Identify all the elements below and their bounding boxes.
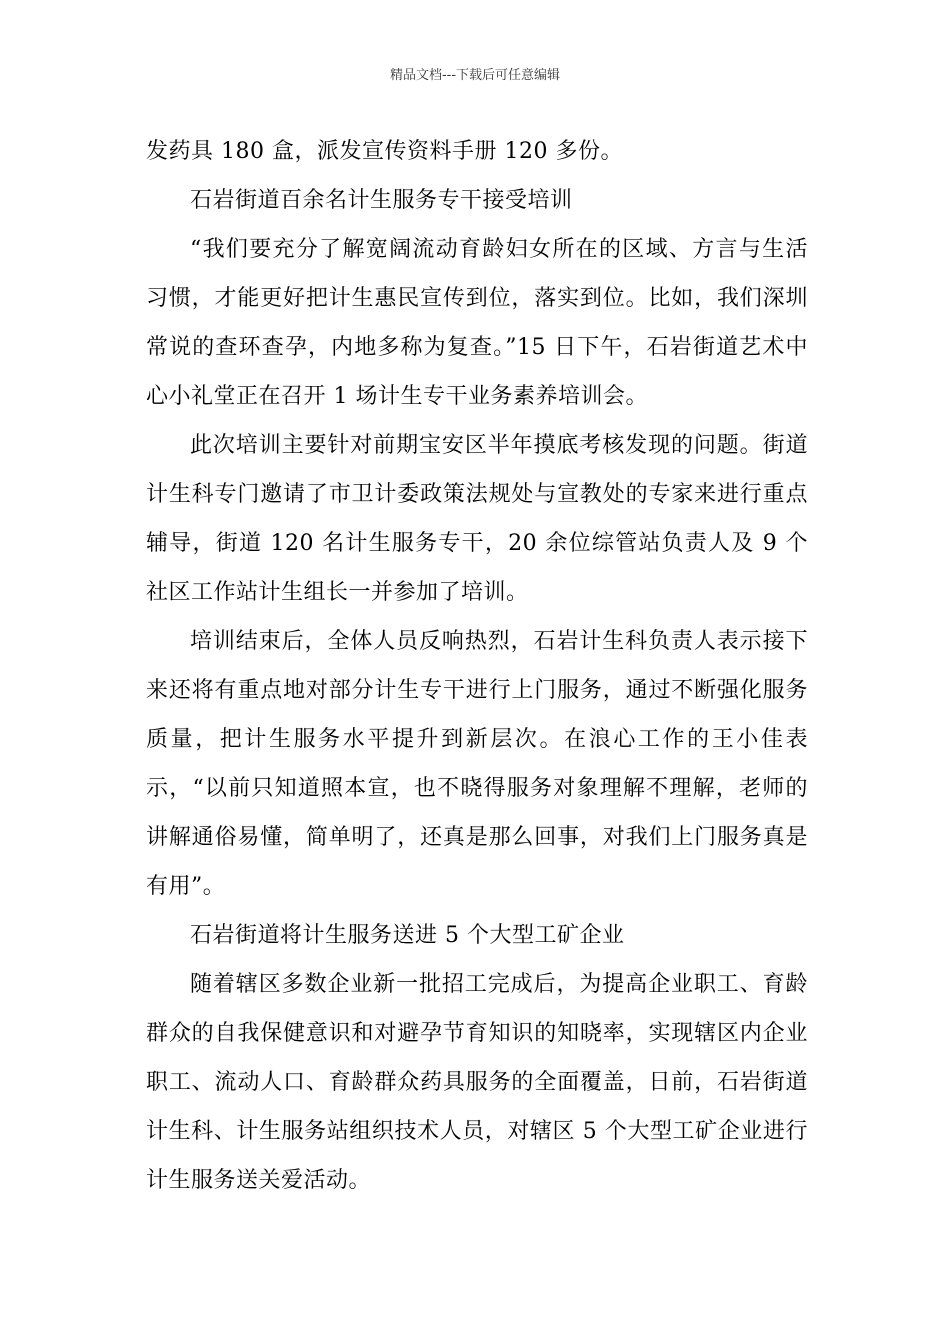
page-header: 精品文档---下载后可任意编辑 [389, 68, 561, 83]
section-heading-enterprises: 石岩街道将计生服务送进 5 个大型工矿企业 [190, 923, 625, 948]
paragraph-training-detail: 此次培训主要针对前期宝安区半年摸底考核发现的问题。街道计生科专门邀请了市卫计委政策法规处与宣教处的专家来进行重点辅导，街道 120 名计生服务专干，20 余位综管站负责人及 9 个社区工作站计生组长一并参加了培训。 [146, 433, 808, 605]
paragraph-training-result: 培训结束后，全体人员反响热烈，石岩计生科负责人表示接下来还将有重点地对部分计生专干进行上门服务，通过不断强化服务质量，把计生服务水平提升到新层次。在浪心工作的王小佳表示，“以前只知道照本宣，也不晓得服务对象理解不理解，老师的讲解通俗易懂，简单明了，还真是那么回事，对我们上门服务真是有用”。 [146, 629, 808, 899]
paragraph-1: 发药具 180 盒，派发宣传资料手册 120 多份。 [146, 139, 623, 164]
paragraph-quote: “我们要充分了解宽阔流动育龄妇女所在的区域、方言与生活习惯，才能更好把计生惠民宣传到位，落实到位。比如，我们深圳常说的查环查孕，内地多称为复查。”15 日下午，石岩街道艺术中心小礼堂正在召开 1 场计生专干业务素养培训会。 [146, 237, 808, 409]
document-body [146, 127, 808, 1205]
section-heading-training: 石岩街道百余名计生服务专干接受培训 [190, 188, 573, 213]
paragraph-enterprises: 随着辖区多数企业新一批招工完成后，为提高企业职工、育龄群众的自我保健意识和对避孕节育知识的知晓率，实现辖区内企业职工、流动人口、育龄群众药具服务的全面覆盖，日前，石岩街道计生科、计生服务站组织技术人员，对辖区 5 个大型工矿企业进行计生服务送关爱活动。 [146, 972, 808, 1193]
